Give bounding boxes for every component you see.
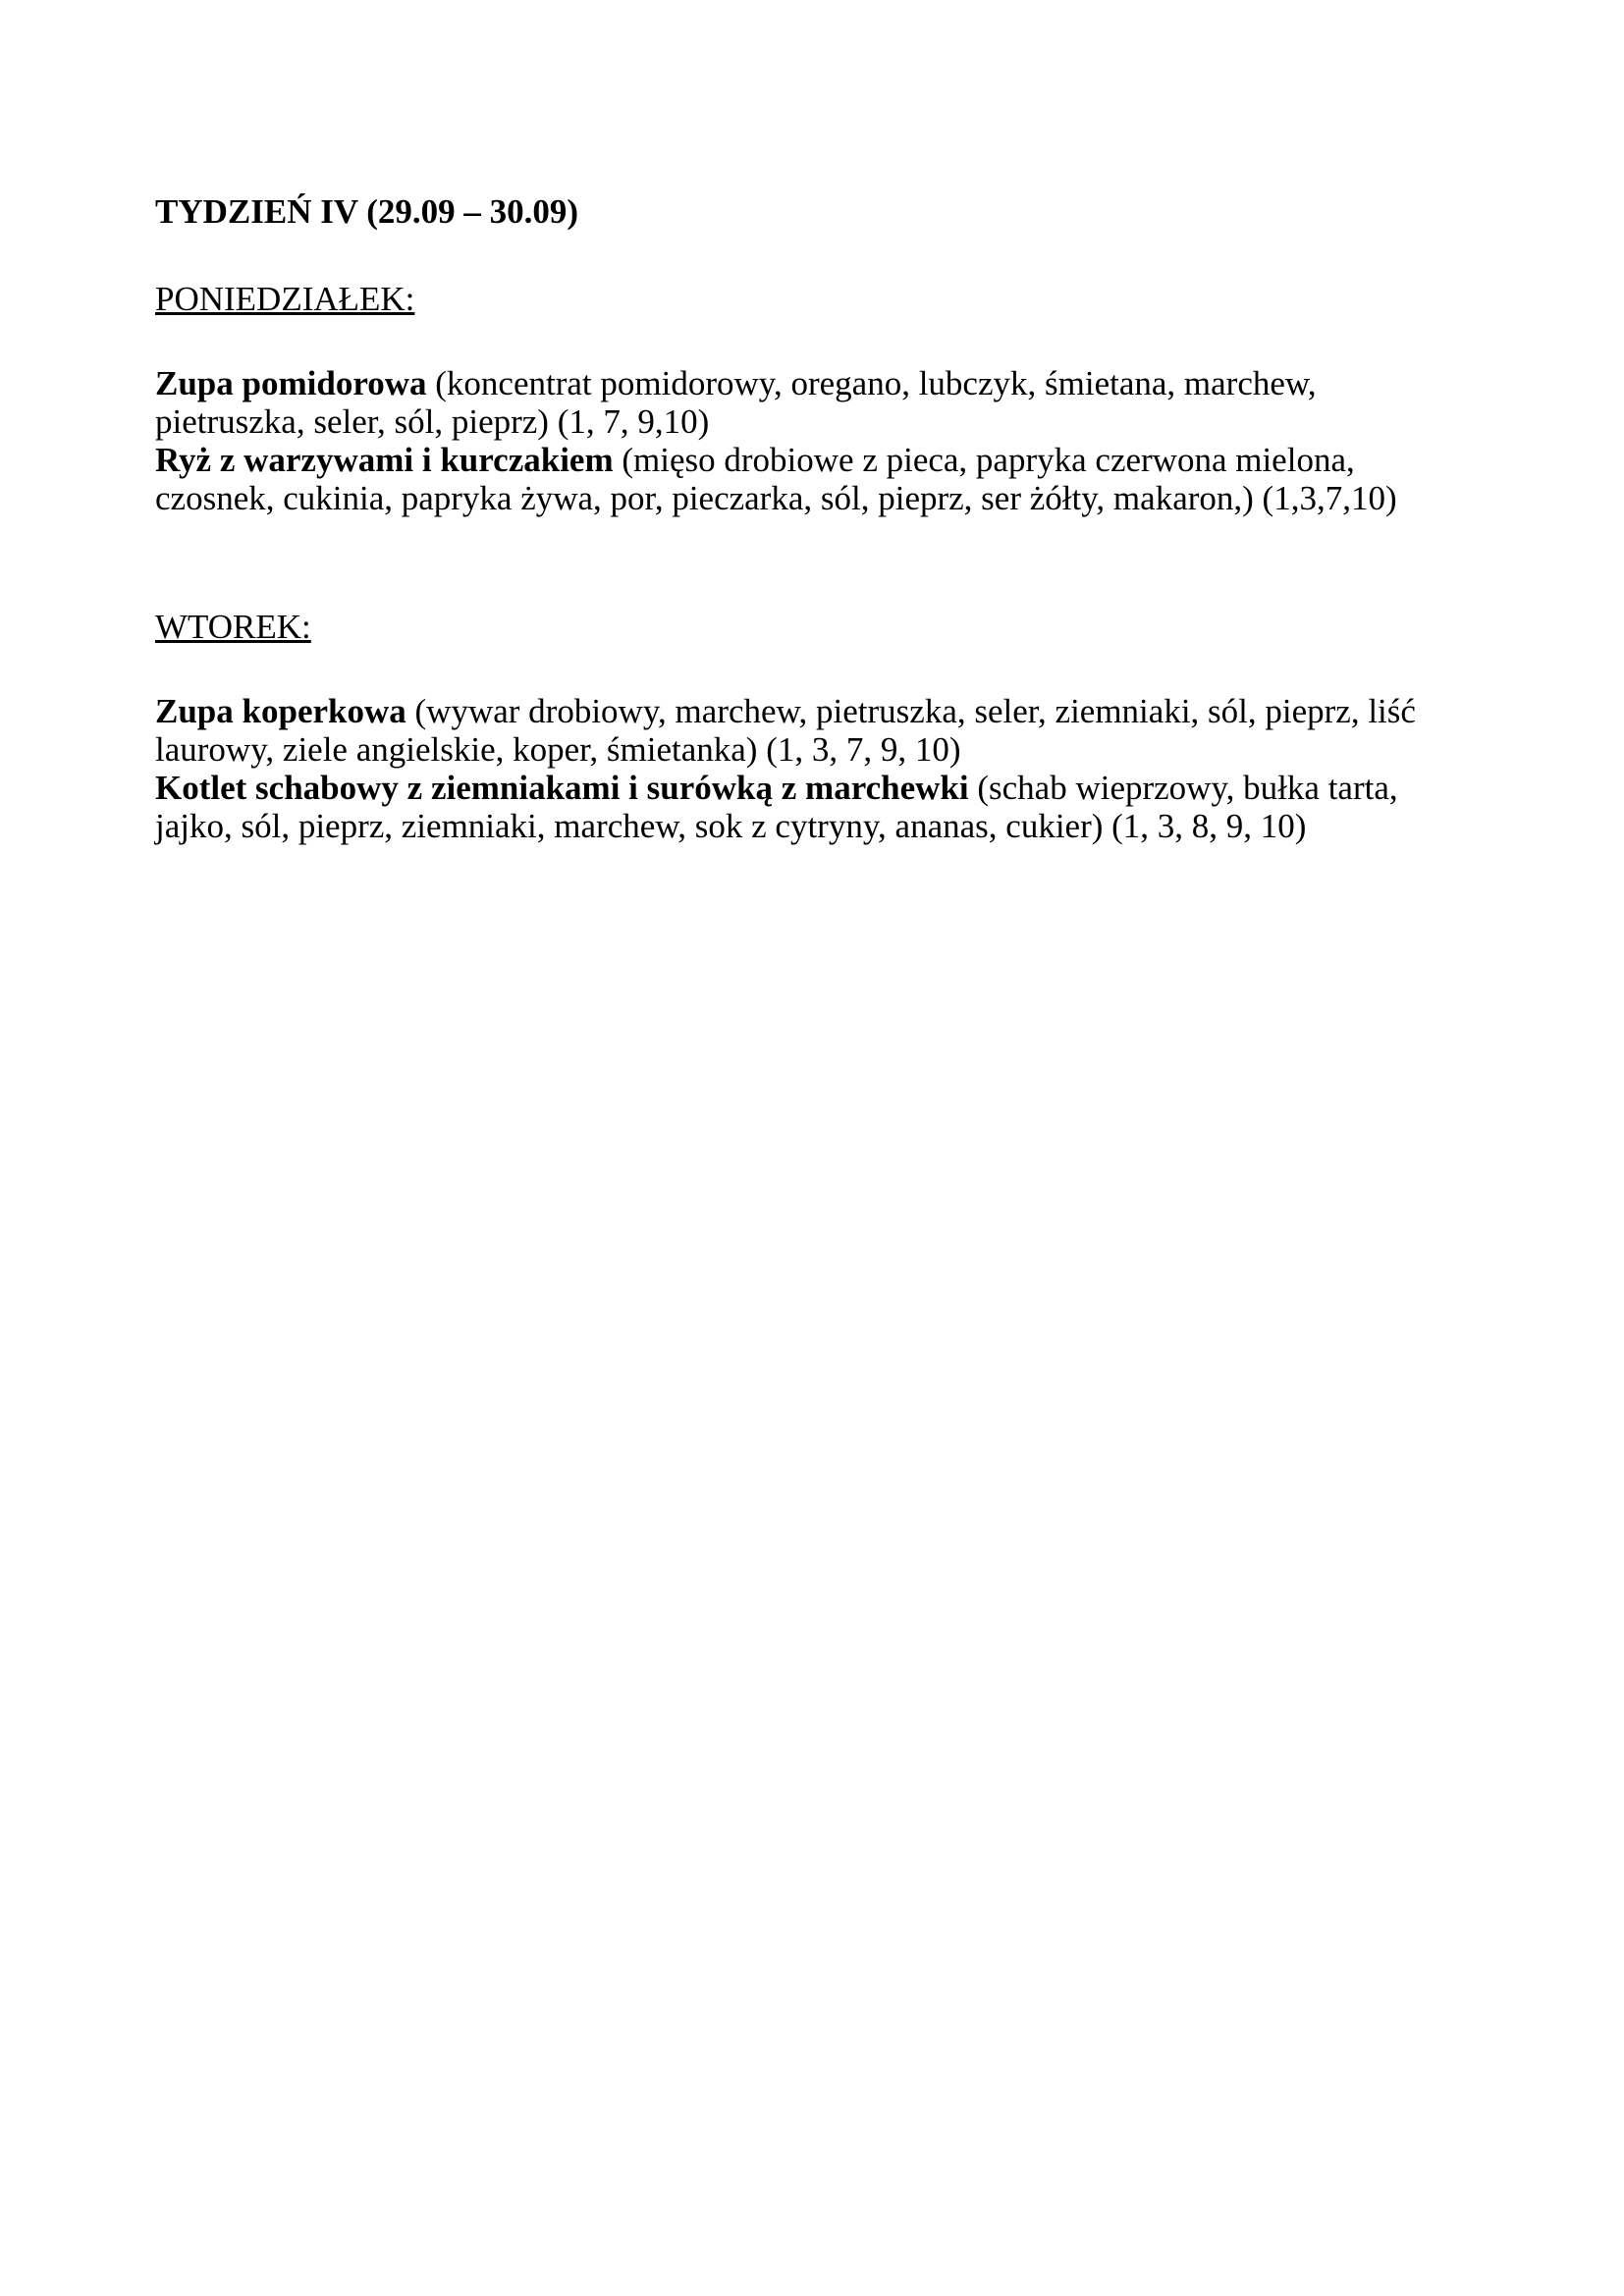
day-tuesday	[155, 608, 1471, 845]
meal-ingredients: (mięso drobiowe z pieca, papryka czerwona mielona, czosnek, cukinia, papryka żywa, por, pieczarka, sól, pieprz, ser żółty, makaron,) (1,3,7,10)	[155, 441, 1397, 517]
meal-name: Zupa pomidorowa	[155, 364, 427, 402]
meal-main-monday	[155, 441, 1471, 517]
meal-main-tuesday	[155, 769, 1471, 845]
day-heading-tuesday: WTOREK:	[155, 608, 311, 646]
meal-ingredients: (schab wieprzowy, bułka tarta, jajko, sól, pieprz, ziemniaki, marchew, sok z cytryny, ananas, cukier) (1, 3, 8, 9, 10)	[155, 769, 1398, 845]
meal-name: Ryż z warzywami i kurczakiem	[155, 441, 614, 479]
meal-name: Kotlet schabowy z ziemniakami i surówką z marchewki	[155, 769, 969, 807]
day-monday	[155, 280, 1471, 517]
meal-name: Zupa koperkowa	[155, 692, 406, 730]
meal-ingredients: (koncentrat pomidorowy, oregano, lubczyk, śmietana, marchew, pietruszka, seler, sól, pieprz) (1, 7, 9,10)	[155, 364, 1317, 441]
week-title: TYDZIEŃ IV (29.09 – 30.09)	[155, 192, 579, 231]
meal-soup-tuesday	[155, 692, 1471, 769]
meal-ingredients: (wywar drobiowy, marchew, pietruszka, seler, ziemniaki, sól, pieprz, liść laurowy, ziele angielskie, koper, śmietanka) (1, 3, 7, 9, 10)	[155, 692, 1416, 769]
day-heading-monday: PONIEDZIAŁEK:	[155, 280, 415, 318]
menu-page	[155, 192, 1471, 935]
meal-soup-monday	[155, 364, 1471, 441]
